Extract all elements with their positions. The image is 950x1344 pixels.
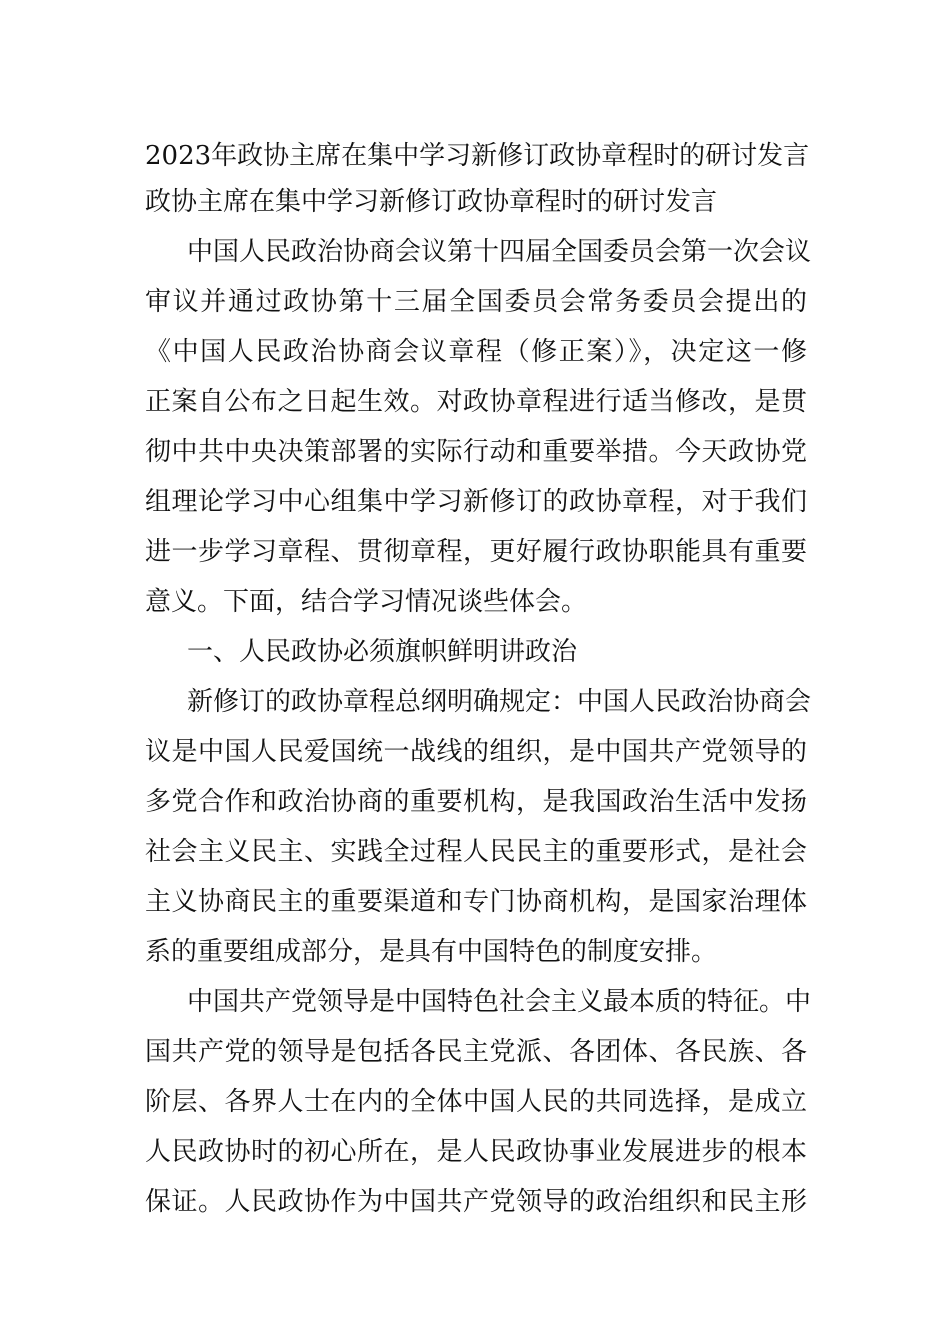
document-body xyxy=(145,227,812,1227)
text-line: 审议并通过政协第十三届全国委员会常务委员会提出的 xyxy=(145,287,807,317)
document-subtitle: 政协主席在集中学习新修订政协章程时的研讨发言 xyxy=(145,187,718,217)
text-line: 议是中国人民爱国统一战线的组织，是中国共产党领导的 xyxy=(145,737,807,767)
document-title: 2023年政协主席在集中学习新修订政协章程时的研讨发言 xyxy=(145,141,810,171)
text-line: 意义。下面，结合学习情况谈些体会。 xyxy=(145,587,588,617)
paragraph xyxy=(145,227,812,627)
text-line: 《中国人民政治协商会议章程（修正案）》，决定这一修 xyxy=(145,337,807,367)
text-line: 新修订的政协章程总纲明确规定：中国人民政治协商会 xyxy=(187,687,812,717)
text-line: 系的重要组成部分，是具有中国特色的制度安排。 xyxy=(145,937,718,967)
text-line: 中国共产党领导是中国特色社会主义最本质的特征。中 xyxy=(187,987,812,1017)
text-line: 进一步学习章程、贯彻章程，更好履行政协职能具有重要 xyxy=(145,537,807,567)
document-page xyxy=(145,133,812,1227)
text-line: 阶层、各界人士在内的全体中国人民的共同选择，是成立 xyxy=(145,1087,807,1117)
paragraph xyxy=(145,677,812,977)
text-line: 国共产党的领导是包括各民主党派、各团体、各民族、各 xyxy=(145,1037,807,1067)
text-line: 人民政协时的初心所在，是人民政协事业发展进步的根本 xyxy=(145,1137,807,1167)
text-line: 多党合作和政治协商的重要机构，是我国政治生活中发扬 xyxy=(145,787,807,817)
text-line: 正案自公布之日起生效。对政协章程进行适当修改，是贯 xyxy=(145,387,807,417)
section-heading xyxy=(145,627,807,677)
text-line: 社会主义民主、实践全过程人民民主的重要形式，是社会 xyxy=(145,837,807,867)
text-line: 主义协商民主的重要渠道和专门协商机构，是国家治理体 xyxy=(145,887,807,917)
text-line: 组理论学习中心组集中学习新修订的政协章程，对于我们 xyxy=(145,487,807,517)
text-line: 保证。人民政协作为中国共产党领导的政治组织和民主形 xyxy=(145,1187,807,1217)
text-line: 一、人民政协必须旗帜鲜明讲政治 xyxy=(187,637,578,667)
paragraph xyxy=(145,977,812,1227)
text-line: 中国人民政治协商会议第十四届全国委员会第一次会议 xyxy=(187,237,812,267)
text-line: 彻中共中央决策部署的实际行动和重要举措。今天政协党 xyxy=(145,437,807,467)
